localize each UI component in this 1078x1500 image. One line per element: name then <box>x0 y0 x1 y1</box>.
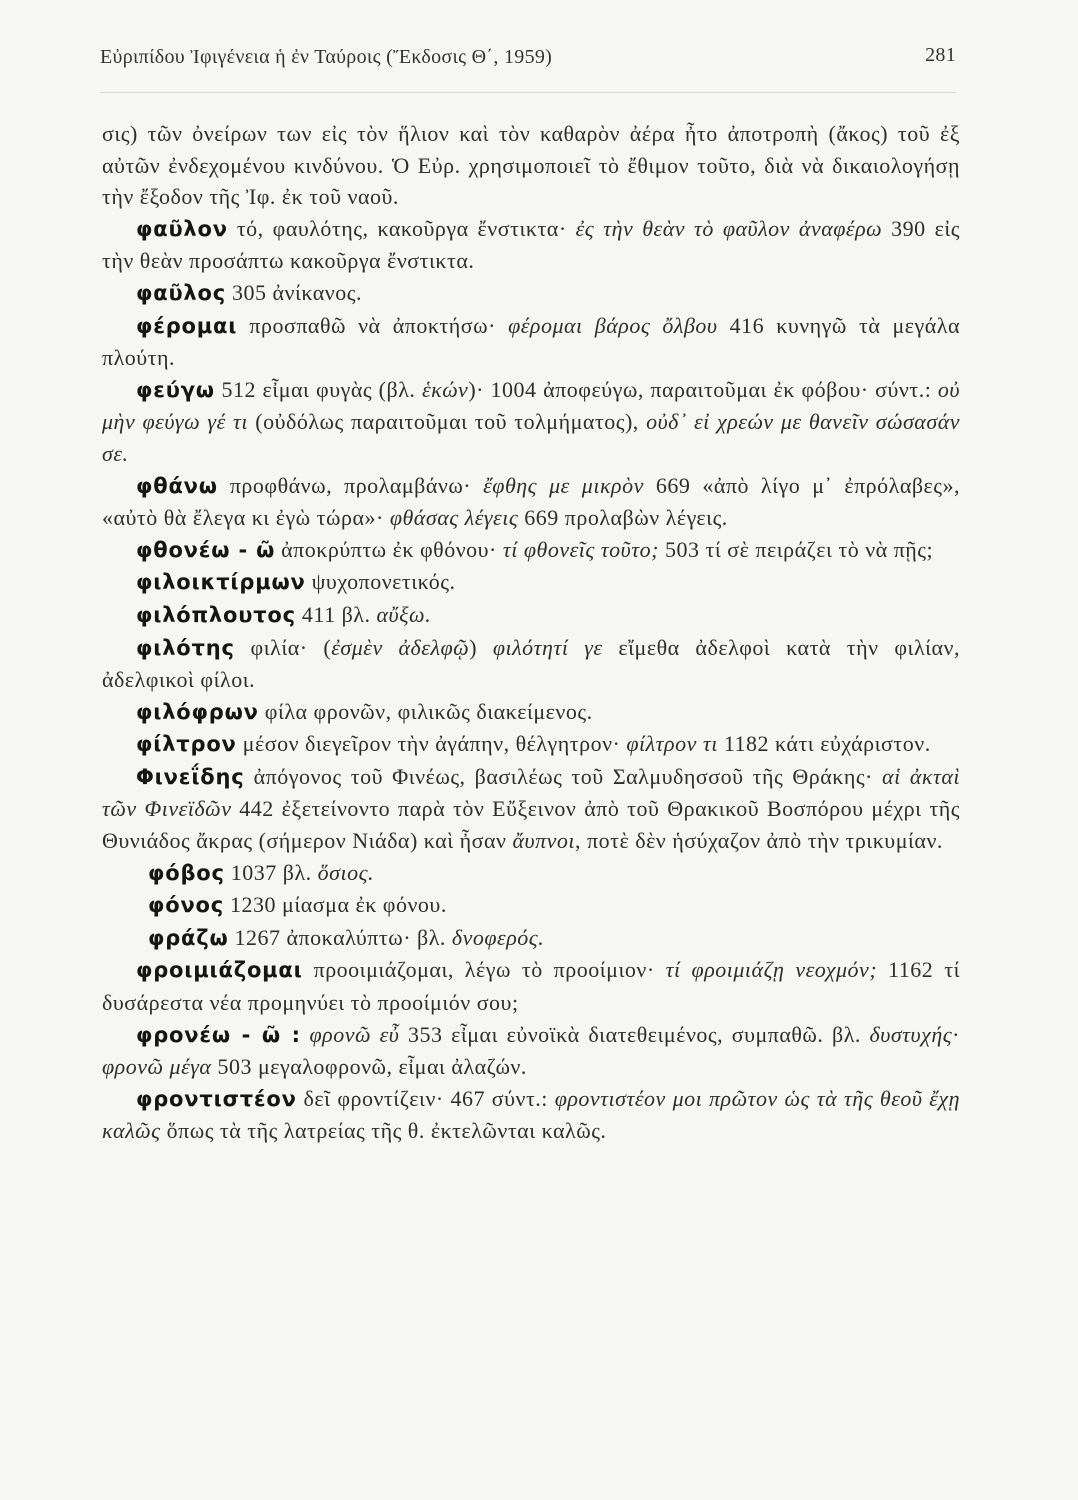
entry-headword: φιλοικτίρμων <box>136 570 306 595</box>
entry-definition: 305 ἀνίκανος. <box>226 279 362 305</box>
entry-definition: δεῖ φροντίζειν· 467 σύντ.: <box>296 1085 555 1111</box>
glossary-entry <box>102 1083 960 1147</box>
entry-definition: 390 εἰς τὴν θεὰν προσάπτω κακοῦργα ἔνστικτα. <box>102 215 961 274</box>
entry-quotation: φροντιστέον μοι πρῶτον ὡς τὰ τῆς θεοῦ ἔχῃ καλῶς <box>102 1085 960 1144</box>
entry-quotation: ἑκών <box>421 376 469 402</box>
glossary-entry <box>102 374 960 470</box>
glossary-entry <box>102 857 960 890</box>
entry-quotation: ἔφθης με μικρὸν <box>483 472 644 498</box>
glossary-entry <box>102 696 960 729</box>
entry-definition: )· 1004 ἀποφεύγω, παραιτοῦμαι ἐκ φόβου· σύντ.: <box>468 376 938 402</box>
entry-definition: μέσον διεγεῖρον τὴν ἀγάπην, θέλγητρον· <box>236 731 627 757</box>
entry-headword: φόνος <box>148 893 225 918</box>
entry-definition: 503 μεγαλοφρονῶ, εἶμαι ἀλαζών. <box>211 1054 527 1080</box>
entry-headword: φιλόπλουτος <box>136 602 296 627</box>
entry-headword: φόβος <box>148 860 225 885</box>
entry-headword: φιλόφρων <box>136 699 259 724</box>
glossary-entry <box>102 761 960 857</box>
entry-definition: 503 τί σὲ πειράζει τὸ νὰ πῇς; <box>658 536 934 562</box>
entry-quotation: ἄυπνοι <box>512 828 576 854</box>
entry-definition: προφθάνω, προλαμβάνω· <box>217 472 484 498</box>
entry-headword: φεύγω <box>136 377 215 402</box>
glossary-entry <box>102 1019 960 1083</box>
entry-quotation: οὐ μὴν φεύγω γέ τι <box>102 376 961 435</box>
entry-quotation: τί φθονεῖς τοῦτο; <box>502 536 659 562</box>
entry-headword: φαῦλος <box>136 280 226 305</box>
entry-definition: , ποτὲ δὲν ἡσύχαζον ἀπὸ τὴν τρικυμίαν. <box>575 828 943 854</box>
entry-definition: 1037 βλ. <box>224 859 318 885</box>
entry-definition: (οὐδόλως παραιτοῦμαι τοῦ τολμήματος), <box>248 409 647 435</box>
entry-definition: εἴμεθα ἀδελφοὶ κατὰ τὴν φιλίαν, ἀδελφικοὶ φίλοι. <box>102 634 961 693</box>
glossary-entry <box>102 470 960 534</box>
page-number: 281 <box>925 44 956 66</box>
entry-quotation: φέρομαι βάρος ὄλβου <box>508 312 718 338</box>
entry-headword: φροντιστέον <box>136 1086 297 1111</box>
entry-quotation: ὅσιος. <box>317 859 375 885</box>
running-title: Εὐριπίδου Ἰφιγένεια ἡ ἐν Ταύροις (Ἔκδοσις Θ΄, 1959) <box>100 46 553 68</box>
glossary-entry <box>102 728 960 761</box>
entry-quotation: οὐδ᾽ εἰ χρεών με θανεῖν σώσασάν σε. <box>102 409 961 466</box>
entry-quotation: φθάσας λέγεις <box>389 505 519 531</box>
entry-headword: φιλότης <box>136 635 235 660</box>
entry-definition: τό, φαυλότης, κακοῦργα ἔνστικτα· <box>227 215 576 241</box>
entry-definition: 1162 τί δυσάρεστα νέα προμηνύει τὸ προοίμιόν σου; <box>102 957 960 1016</box>
glossary-entry <box>102 566 960 599</box>
entry-quotation: φίλτρον τι <box>626 731 718 757</box>
entry-definition: 1267 ἀποκαλύπτω· βλ. <box>228 924 452 950</box>
glossary-entry <box>102 213 960 277</box>
entry-definition: ψυχοπονετικός. <box>305 569 456 595</box>
entry-headword: φθάνω <box>136 473 218 498</box>
entry-definition: σις) τῶν ὀνείρων των εἰς τὸν ἥλιον καὶ τὸν καθαρὸν ἀέρα ἦτο ἀποτροπὴ (ἄκος) τοῦ ἐξ αὐτῶν ἐνδεχομένου κινδύνου. Ὁ Εὐρ. χρησιμοποιεῖ τὸ ἔθιμον τοῦτο, διὰ νὰ δικαιολογήσῃ τὴν ἔξοδον τῆς Ἰφ. ἐκ τοῦ ναοῦ. <box>102 121 960 210</box>
entry-definition: ) <box>469 634 493 660</box>
entry-headword: φίλτρον <box>136 732 237 757</box>
entry-headword: φαῦλον <box>136 216 228 241</box>
entry-quotation: φρονῶ μέγα <box>102 1054 212 1080</box>
entry-quotation: δνοφερός. <box>451 924 545 950</box>
entry-quotation: φρονῶ εὖ <box>309 1021 400 1047</box>
entry-quotation: δυστυχής <box>869 1021 953 1047</box>
entry-quotation: αὔξω. <box>376 601 432 627</box>
entry-headword: φροιμιάζομαι <box>136 958 303 983</box>
entry-headword: φθονέω - ῶ <box>136 537 276 562</box>
glossary-entry <box>102 632 960 696</box>
entry-definition: 669 προλαβὼν λέγεις. <box>518 505 728 531</box>
entry-quotation: ἐσμὲν ἀδελφῷ <box>331 634 470 660</box>
entry-definition: 416 κυνηγῶ τὰ μεγάλα πλούτη. <box>102 312 960 371</box>
entry-quotation: φιλότητί γε <box>492 634 603 660</box>
entry-definition: προσπαθῶ νὰ ἀποκτήσω· <box>237 312 509 338</box>
entry-definition: 1182 κάτι εὐχάριστον. <box>717 731 931 757</box>
entry-definition: προοιμιάζομαι, λέγω τὸ προοίμιον· <box>302 957 666 983</box>
entry-headword: φράζω <box>148 925 229 950</box>
glossary-entry <box>102 922 960 955</box>
glossary-body <box>102 118 960 1147</box>
entry-definition: ἀπόγονος τοῦ Φινέως, βασιλέως τοῦ Σαλμυδησσοῦ τῆς Θράκης· <box>244 763 883 789</box>
entry-definition: ἀποκρύπτω ἐκ φθόνου· <box>275 536 503 562</box>
glossary-entry <box>102 118 960 213</box>
entry-headword: φέρομαι <box>136 313 238 338</box>
glossary-entry <box>102 534 960 567</box>
entry-definition: 353 εἶμαι εὐνοϊκὰ διατεθειμένος, συμπαθῶ. βλ. <box>399 1021 870 1047</box>
glossary-entry <box>102 310 960 374</box>
header-rule <box>100 92 956 93</box>
entry-definition: · <box>952 1021 960 1047</box>
entry-quotation: τί φροιμιάζῃ νεοχμόν; <box>665 957 878 983</box>
glossary-entry <box>102 954 960 1018</box>
entry-definition: 669 «ἀπὸ λίγο μ᾽ ἐπρόλαβες», «αὐτὸ θὰ ἔλεγα κι ἐγὼ τώρα»· <box>102 472 960 531</box>
entry-quotation: αἱ ἀκταὶ τῶν Φινεϊδῶν <box>102 763 961 822</box>
running-header <box>100 40 956 78</box>
entry-definition: 411 βλ. <box>295 601 377 627</box>
glossary-entry <box>102 277 960 310</box>
entry-quotation: ἐς τὴν θεὰν τὸ φαῦλον ἀναφέρω <box>575 215 883 241</box>
entry-definition: φιλία· ( <box>234 634 332 660</box>
glossary-entry <box>102 889 960 922</box>
entry-definition: ὅπως τὰ τῆς λατρείας τῆς θ. ἐκτελῶνται καλῶς. <box>160 1118 607 1144</box>
entry-headword: Φινεΐδης <box>136 764 245 789</box>
entry-definition: φίλα φρονῶν, φιλικῶς διακείμενος. <box>258 698 593 724</box>
entry-definition: 512 εἶμαι φυγὰς (βλ. <box>214 376 422 402</box>
entry-definition: 1230 μίασμα ἐκ φόνου. <box>224 892 447 918</box>
entry-headword: φρονέω - ῶ : <box>136 1022 301 1047</box>
glossary-entry <box>102 599 960 632</box>
entry-definition: 442 ἐξετείνοντο παρὰ τὸν Εὔξεινον ἀπὸ τοῦ Θρακικοῦ Βοσπόρου μέχρι τῆς Θυνιάδος ἄκρας (σήμερον Νιάδα) καὶ ἦσαν <box>102 796 960 854</box>
